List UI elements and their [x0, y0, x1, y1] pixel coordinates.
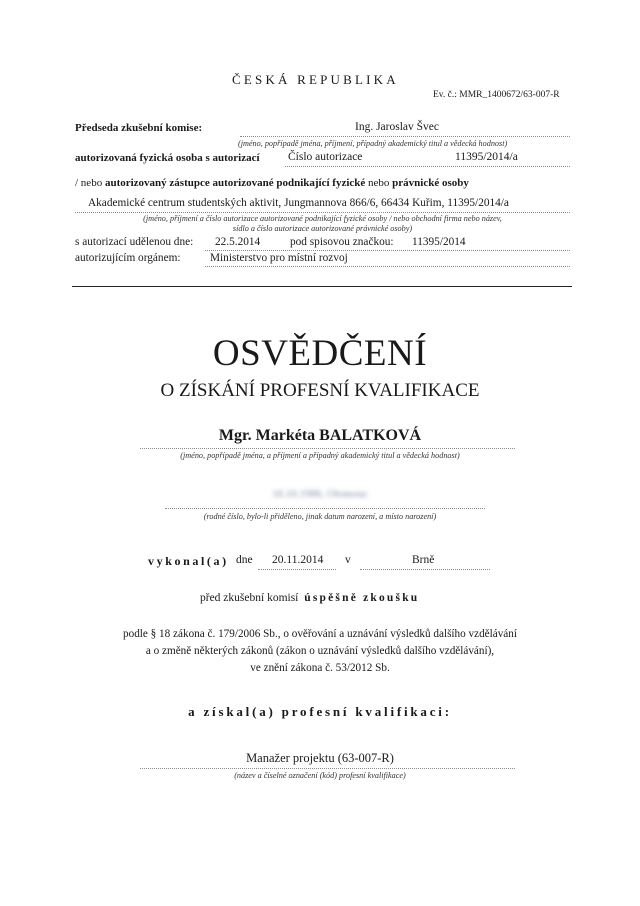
birth-info-redacted: 16.10.1986, Olomouc	[272, 488, 368, 500]
granted-label: s autorizací udělenou dne:	[75, 236, 194, 248]
representative-prefix: / nebo	[75, 177, 103, 189]
date-dotted-line	[258, 569, 336, 570]
law-text-1: podle § 18 zákona č. 179/2006 Sb., o ověřování a uznávání výsledků dalšího vzdělávání	[123, 628, 517, 640]
birth-dotted-line	[165, 508, 485, 509]
representative-label: autorizovaný zástupce autorizované podnikající fyzické	[104, 177, 366, 189]
granted-date: 22.5.2014	[215, 236, 261, 248]
chair-hint: (jméno, popřípadě jména, příjmení, případný akademický titul a vědecká hodnost)	[238, 139, 508, 148]
file-number: 11395/2014	[412, 236, 466, 248]
qualification-name: Manažer projektu (63-007-R)	[246, 751, 394, 765]
chair-label: Předseda zkušební komise:	[75, 122, 203, 134]
authority-dotted-line	[205, 266, 570, 267]
exam-prefix: před zkušební komisí	[200, 592, 299, 604]
place-dotted-line	[360, 569, 490, 570]
representative-line	[75, 177, 469, 189]
law-text-2: a o změně některých zákonů (zákon o uznávání výsledků dalšího vzdělávání),	[145, 645, 495, 657]
authority-name: Ministerstvo pro místní rozvoj	[210, 252, 348, 264]
org-dotted-line	[75, 212, 570, 213]
file-label: pod spisovou značkou:	[290, 236, 394, 248]
exam-place: Brně	[412, 554, 435, 566]
exam-result: úspěšně zkoušku	[304, 592, 420, 604]
auth-dotted-line	[285, 166, 570, 167]
country-heading: ČESKÁ REPUBLIKA	[232, 72, 399, 87]
qualification-hint: (název a číselné označení (kód) profesní kvalifikace)	[234, 771, 406, 780]
certificate-subtitle: O ZÍSKÁNÍ PROFESNÍ KVALIFIKACE	[160, 380, 480, 401]
birth-hint: (rodné číslo, bylo-li přiděleno, jinak datum narození, a místo narození)	[203, 512, 437, 521]
holder-name: Mgr. Markéta BALATKOVÁ	[218, 427, 422, 444]
exam-line	[200, 592, 419, 604]
certificate-title: OSVĚDČENÍ	[212, 333, 428, 374]
organization-hint-2: sídlo a číslo autorizace autorizované právnické osoby)	[232, 224, 413, 233]
organization-line: Akademické centrum studentských aktivit, Jungmannova 866/6, 66434 Kuřim, 11395/2014/a	[88, 197, 509, 209]
holder-dotted-line	[140, 448, 515, 449]
registration-number: Ev. č.: MMR_1400672/63-007-R	[433, 90, 560, 100]
place-word: v	[345, 554, 351, 566]
exam-date: 20.11.2014	[272, 554, 324, 566]
authority-label: autorizujícím orgánem:	[75, 252, 181, 264]
acquired-heading: a získal(a) profesní kvalifikaci:	[188, 704, 452, 719]
header-divider	[72, 286, 572, 287]
representative-legal: právnické osoby	[392, 177, 469, 189]
performed-label: vykonal(a)	[148, 554, 229, 568]
authorized-person-label: autorizovaná fyzická osoba s autorizací	[75, 152, 260, 164]
chair-name: Ing. Jaroslav Švec	[355, 121, 439, 133]
holder-hint: (jméno, popřípadě jména, a příjmení a případný akademický titul a vědecká hodnost)	[180, 451, 460, 460]
law-text-3: ve znění zákona č. 53/2012 Sb.	[250, 662, 390, 674]
authorization-number-label: Číslo autorizace	[288, 151, 363, 163]
date-word: dne	[236, 554, 253, 566]
organization-hint-1: (jméno, příjmení a číslo autorizace autorizované podnikající fyzické osoby / nebo obchodní firma nebo název,	[143, 214, 502, 223]
granted-dotted-line	[205, 250, 570, 251]
chair-dotted-line	[240, 136, 570, 137]
authorization-number: 11395/2014/a	[455, 151, 518, 163]
representative-or: nebo	[368, 177, 390, 189]
qualification-dotted-line	[140, 768, 515, 769]
